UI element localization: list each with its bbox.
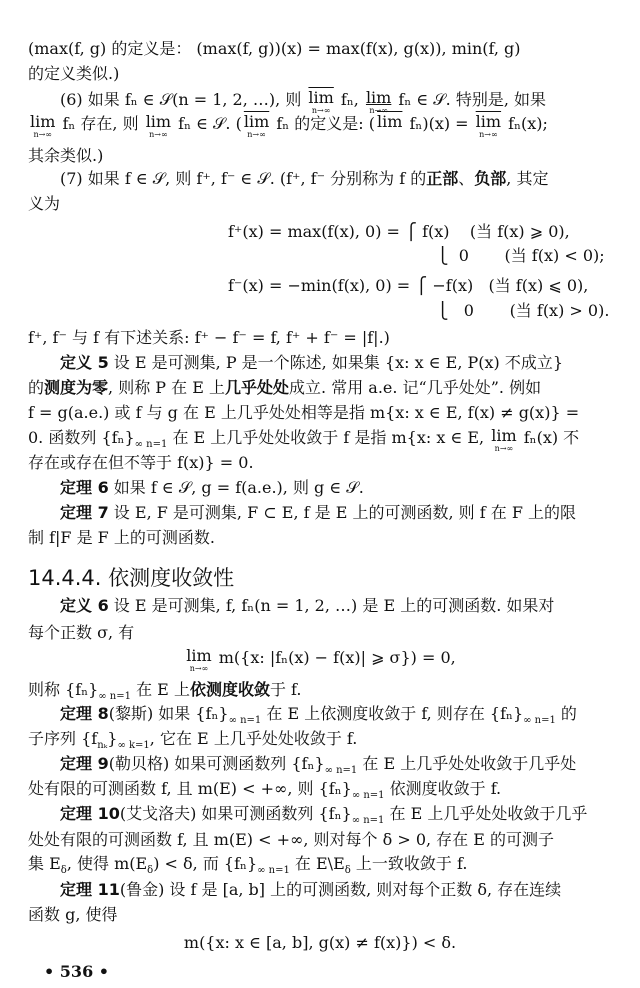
limit-label: $\overline{lim}$ [377,112,403,131]
limit-label: lim [186,646,212,665]
text-segment: fₙ(x) 不 [518,428,580,447]
bold-term: 定义 6 [60,596,109,615]
text-line [28,113,614,139]
text-line [28,193,614,215]
limit-subscript: n→∞ [369,106,388,115]
limit-label: lim [145,112,172,131]
limit-label: lim [491,426,517,445]
text-segment: fₙ ∈ 𝒮. 特别是, 如果 [393,90,547,109]
limit-subscript: n→∞ [149,130,168,139]
text-segment: fₙ(x); [503,114,548,133]
text-line [28,853,614,882]
limit-operator [146,113,171,139]
subscript: ∞ n=1 [228,715,262,726]
limit-operator [491,427,516,453]
formula-line [228,300,614,322]
subscript: ∞ n=1 [523,715,556,726]
limit-operator [308,89,333,115]
subscript: ∞ n=1 [98,691,131,702]
text-line [60,352,614,374]
text-line [28,402,614,424]
limit-subscript: n→∞ [33,130,52,139]
text-segment: ⎩ 0 (当 f(x) < 0); [228,246,605,265]
text-segment: 处有限的可测函数 f, 且 m(E) < +∞, 则 {fₙ} [28,779,352,798]
text-segment: 存在或存在但不等于 f(x)} = 0. [28,453,254,472]
subscript: ∞ n=1 [324,765,358,776]
text-segment: , 其定 [506,169,549,188]
text-segment: f = g(a.e.) 或 f 与 g 在 E 上几乎处处相等是指 m{x: x ∈ E, f(x) ≠ g(x)} = [28,403,580,422]
text-segment: fₙ 存在, 则 [57,114,144,133]
subscript: δ [344,865,351,876]
limit-label: lim [365,88,392,107]
limit-subscript: n→∞ [479,130,498,139]
limit-label: lim [30,112,56,131]
text-segment: 成立. 常用 a.e. 记“几乎处处”. 例如 [289,378,542,397]
limit-operator [30,113,55,139]
bold-term: 定理 10 [60,804,120,823]
text-segment: 在 E 上几乎处处收敛于 f 是指 m{x: x ∈ E, [167,428,490,447]
text-segment: 在 E 上 [131,680,190,699]
text-segment: fₙ)(x) = [404,114,474,133]
subscript: δ [147,865,154,876]
bold-term: 定理 9 [60,754,109,773]
bold-term: 正部 [426,169,459,188]
formula-line [228,221,614,243]
limit-subscript: n→∞ [189,664,209,673]
text-segment: , 使得 m(E [66,854,148,873]
text-line [28,829,614,851]
text-segment: m({x: |fₙ(x) − f(x)| ⩾ σ}) = 0, [213,648,456,667]
text-segment: 设 E, F 是可测集, F ⊂ E, f 是 E 上的可测函数, 则 f 在 F 上的限 [108,503,577,522]
limit-subscript: n→∞ [247,130,266,139]
text-segment: fₙ 的定义是: ( [271,114,375,133]
text-segment: 其余类似.) [28,146,104,165]
text-segment: ) < δ, 而 {fₙ} [153,854,258,873]
text-segment: , 它在 E 上几乎处处收敛于 f. [149,729,358,748]
limit-operator [476,113,501,139]
text-segment: 0. 函数列 {fₙ} [28,428,135,447]
subscript: ∞ n=1 [134,439,168,450]
bold-term: 定理 11 [60,880,120,899]
text-segment: (黎斯) 如果 {fₙ} [108,704,229,723]
subscript: ∞ k=1 [117,740,150,751]
text-line [28,904,614,926]
text-line [28,377,614,399]
text-segment: (max(f, g) 的定义是： (max(f, g))(x) = max(f(x), g(x)), min(f, g) [28,39,521,58]
section-heading: 14.4.4. 依测度收敛性 [28,566,235,590]
text-segment: 在 E 上几乎处处收敛于几乎 [384,804,588,823]
page-number: • 536 • [44,962,109,981]
text-segment: 子序列 {f [28,729,98,748]
text-segment: 在 E 上几乎处处收敛于几乎处 [357,754,577,773]
text-line [60,595,614,617]
bold-term: 定理 7 [60,503,109,522]
text-segment: (鲁金) 设 f 是 [a, b] 上的可测函数, 则对每个正数 δ, 存在连续 [119,880,562,899]
text-segment: 处处有限的可测函数 f, 且 m(E) < +∞, 则对每个 δ > 0, 存在 E 的可测子 [28,830,555,849]
text-line [60,89,614,115]
text-segment: (6) 如果 fₙ ∈ 𝒮(n = 1, 2, …), 则 [60,90,307,109]
text-segment: f⁺(x) = max(f(x), 0) = ⎧ f(x) (当 f(x) ⩾ 0), [228,222,570,241]
text-segment: 则称 {fₙ} [28,680,99,699]
text-line [60,803,614,832]
text-line [28,327,614,349]
text-segment: , 则称 P 在 E 上 [108,378,225,397]
limit-label: $\overline{lim}$ [243,112,270,131]
limit-subscript: n→∞ [494,444,514,453]
text-line [60,168,614,190]
text-segment: 设 E 是可测集, f, fₙ(n = 1, 2, …) 是 E 上的可测函数. 如果对 [108,596,555,615]
limit-label: $\overline{lim}$ [475,112,502,131]
text-segment: 在 E 上依测度收敛于 f, 则存在 {fₙ} [261,704,524,723]
bold-term: 定义 5 [60,353,109,372]
text-segment: 的 [28,378,45,397]
text-line [60,879,614,901]
limit-operator [377,113,402,131]
text-segment: 如果 f ∈ 𝒮, g = f(a.e.), 则 g ∈ 𝒮. [108,478,364,497]
text-segment: 义为 [28,194,61,213]
text-segment: 集 E [28,854,61,873]
text-segment: 函数 g, 使得 [28,905,118,924]
text-segment: f⁻(x) = −min(f(x), 0) = ⎧ −f(x) (当 f(x) ⩽ 0), [228,276,589,295]
text-segment: ⎩ 0 (当 f(x) > 0). [228,301,610,320]
text-line [28,38,614,60]
text-segment: 制 f|F 是 F 上的可测函数. [28,528,215,547]
text-segment: 依测度收敛于 f. [384,779,502,798]
text-segment: 的定义类似.) [28,64,120,83]
text-segment: m({x: x ∈ [a, b], g(x) ≠ f(x)}) < δ. [183,933,457,952]
limit-operator [186,647,211,673]
limit-subscript: n→∞ [311,106,331,115]
text-segment: 于 f. [269,680,302,699]
text-segment: fₙ ∈ 𝒮. ( [173,114,242,133]
text-segment: 每个正数 σ, 有 [28,623,135,642]
text-segment: } [107,729,118,748]
text-segment: fₙ, [335,90,364,109]
limit-label: $\overline{lim}$ [308,88,334,107]
subscript: nₖ [97,740,108,751]
text-line [28,452,614,474]
text-segment: (勒贝格) 如果可测函数列 {fₙ} [108,754,325,773]
text-line [28,527,614,549]
text-segment: (艾戈洛夫) 如果可测函数列 {fₙ} [119,804,352,823]
text-line [60,502,614,524]
formula-line [0,932,640,954]
subscript: ∞ n=1 [257,865,290,876]
text-line [28,145,614,167]
bold-term: 测度为零 [44,378,109,397]
bold-term: 依测度收敛 [189,680,270,699]
subscript: δ [60,865,67,876]
text-line [28,63,614,85]
text-line [28,622,614,644]
text-segment: f⁺, f⁻ 与 f 有下述关系: f⁺ − f⁻ = f, f⁺ + f⁻ = |f|.) [28,328,390,347]
text-segment: 设 E 是可测集, P 是一个陈述, 如果集 {x: x ∈ E, P(x) 不成立} [108,353,564,372]
text-line [60,477,614,499]
bold-term: 定理 6 [60,478,109,497]
subscript: ∞ n=1 [351,790,385,801]
text-segment: (7) 如果 f ∈ 𝒮, 则 f⁺, f⁻ ∈ 𝒮. (f⁺, f⁻ 分别称为 f 的 [60,169,427,188]
bold-term: 负部 [474,169,507,188]
formula-line [0,647,640,673]
text-segment: 在 E\E [289,854,345,873]
bold-term: 几乎处处 [225,378,290,397]
bold-term: 定理 8 [60,704,109,723]
formula-line [228,275,614,297]
text-segment: 的 [555,704,577,723]
subscript: ∞ n=1 [351,815,385,826]
formula-line [228,245,614,267]
text-segment: 、 [458,169,475,188]
limit-operator [244,113,269,139]
text-segment: 上一致收敛于 f. [350,854,468,873]
